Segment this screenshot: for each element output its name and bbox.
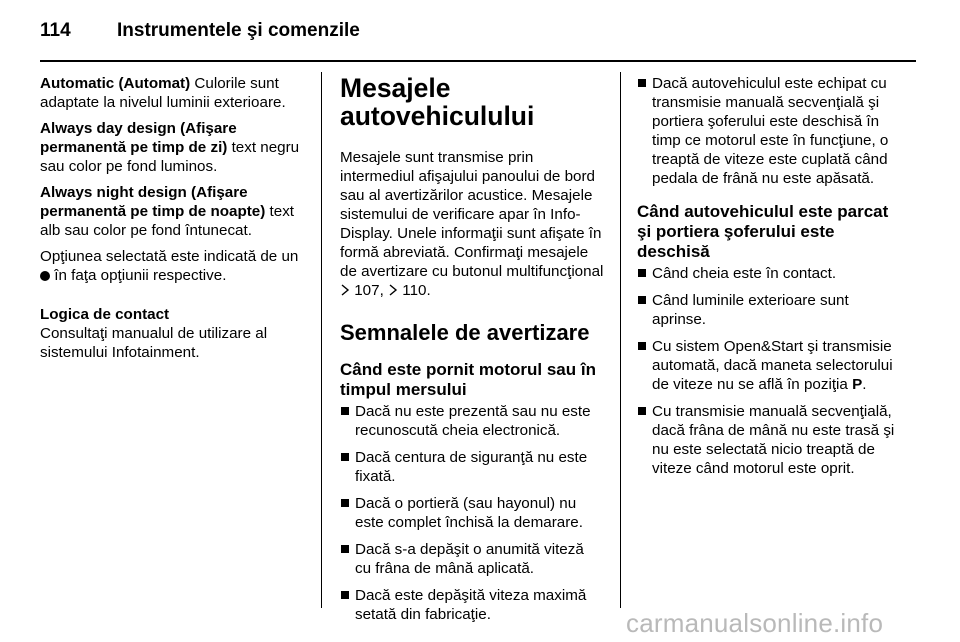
list-item bbox=[637, 291, 903, 329]
day-design-paragraph bbox=[40, 119, 308, 176]
list-item bbox=[637, 337, 903, 394]
ref-separator: , bbox=[379, 282, 389, 299]
bullet-square-icon bbox=[341, 453, 349, 461]
night-design-paragraph bbox=[40, 183, 308, 240]
list-item-text: Când luminile exterioare sunt aprinse. bbox=[652, 292, 849, 328]
page-ref-arrow-icon bbox=[388, 284, 398, 296]
messages-intro-text: Mesajele sunt transmise prin intermediul afişajului panoului de bord sau al avertizărilor acustice. Mesajele sistemului de verificare apar în Info-Display. Unele informaţii sunt afişate în formă abreviată. Confirmaţi mesajele de avertizare cu butonul multifuncţional bbox=[340, 149, 604, 280]
page-header bbox=[0, 0, 960, 60]
list-item-text: Dacă nu este prezentă sau nu este recunoscută cheia electronică. bbox=[355, 403, 591, 439]
list-item bbox=[340, 448, 604, 486]
automatic-paragraph bbox=[40, 74, 308, 112]
day-design-term: Always day design (Afişare permanentă pe timp de zi) bbox=[40, 120, 237, 156]
night-design-term: Always night design (Afişare permanentă pe timp de noapte) bbox=[40, 184, 266, 220]
gear-position-p: P bbox=[852, 376, 863, 393]
list-item-text: Dacă este depăşită viteza maximă setată din fabricaţie. bbox=[355, 587, 587, 623]
messages-intro bbox=[340, 148, 604, 300]
column-right bbox=[637, 74, 903, 486]
logic-paragraph bbox=[40, 305, 308, 362]
bullet-square-icon bbox=[341, 545, 349, 553]
logic-desc: Consultaţi manualul de utilizare al sistemului Infotainment. bbox=[40, 325, 268, 361]
list-item-text: Dacă s-a depăşit o anumită viteză cu frâna de mână aplicată. bbox=[355, 541, 584, 577]
automatic-desc: Culorile sunt adaptate la nivelul luminii exterioare. bbox=[40, 75, 286, 111]
bullet-square-icon bbox=[638, 79, 646, 87]
column-left bbox=[40, 74, 308, 369]
bullet-square-icon bbox=[341, 407, 349, 415]
list-item bbox=[637, 74, 903, 188]
bullet-square-icon bbox=[341, 499, 349, 507]
list-item-text-end: . bbox=[862, 376, 867, 393]
list-item bbox=[637, 264, 903, 283]
list-item-text: Cu transmisie manuală secvenţială, dacă frâna de mână nu este trasă şi nu este selectată nicio treaptă de viteze când motorul este oprit. bbox=[652, 403, 895, 477]
night-design-desc: text alb sau color pe fond întunecat. bbox=[40, 203, 295, 239]
list-item-text: Dacă o portieră (sau hayonul) nu este complet închisă la demarare. bbox=[355, 495, 583, 531]
page-ref-2[interactable]: 110 bbox=[402, 282, 427, 299]
column-middle bbox=[340, 74, 604, 632]
list-item-text: Dacă autovehiculul este echipat cu transmisie manuală secvenţială şi portiera şoferului este deschisă în timp ce motorul este în funcţiune, o treaptă de viteze este cuplată când pedala de frână nu este apăsată. bbox=[652, 75, 889, 187]
column-divider-1 bbox=[321, 72, 322, 608]
warning-list-continued bbox=[637, 74, 903, 188]
subsection-title-engine-running: Când este pornit motorul sau în timpul mersului bbox=[340, 360, 596, 399]
list-item bbox=[637, 402, 903, 478]
ref-end: . bbox=[426, 282, 431, 299]
list-item bbox=[340, 586, 604, 624]
list-item-text: Cu sistem Open&Start şi transmisie automată, dacă maneta selectorului de viteze nu se află în poziţia bbox=[652, 338, 893, 393]
day-design-desc: text negru sau color pe fond luminos. bbox=[40, 139, 300, 175]
automatic-term: Automatic (Automat) bbox=[40, 75, 191, 92]
page-ref-arrow-icon bbox=[340, 284, 350, 296]
header-rule bbox=[40, 60, 916, 62]
bullet-square-icon bbox=[638, 269, 646, 277]
selected-option-paragraph bbox=[40, 247, 308, 285]
list-item bbox=[340, 540, 604, 578]
list-item bbox=[340, 494, 604, 532]
filled-dot-icon bbox=[40, 271, 50, 281]
selected-text-before: Opţiunea selectată este indicată de un bbox=[40, 248, 299, 265]
bullet-square-icon bbox=[341, 591, 349, 599]
logic-title: Logica de contact bbox=[40, 306, 170, 323]
section-title-warning-signals: Semnalele de avertizare bbox=[340, 320, 590, 345]
selected-text-after: în faţa opţiunii respective. bbox=[50, 267, 227, 284]
bullet-square-icon bbox=[638, 407, 646, 415]
list-item-text: Dacă centura de siguranţă nu este fixată. bbox=[355, 449, 588, 485]
bullet-square-icon bbox=[638, 296, 646, 304]
column-divider-2 bbox=[620, 72, 621, 608]
section-title-vehicle-messages: Mesajele autovehiculului bbox=[340, 73, 535, 131]
subsection-title-parked: Când autovehiculul este parcat şi portiera şoferului este deschisă bbox=[637, 202, 889, 261]
page-ref-1[interactable]: 107 bbox=[354, 282, 380, 299]
page-title: Instrumentele şi comenzile bbox=[117, 20, 360, 41]
list-item-text: Când cheia este în contact. bbox=[652, 265, 837, 282]
warning-list-engine-running bbox=[340, 402, 604, 624]
warning-list-parked bbox=[637, 264, 903, 478]
watermark: carmanualsonline.info bbox=[626, 608, 884, 638]
page-number: 114 bbox=[40, 20, 71, 41]
bullet-square-icon bbox=[638, 342, 646, 350]
list-item bbox=[340, 402, 604, 440]
